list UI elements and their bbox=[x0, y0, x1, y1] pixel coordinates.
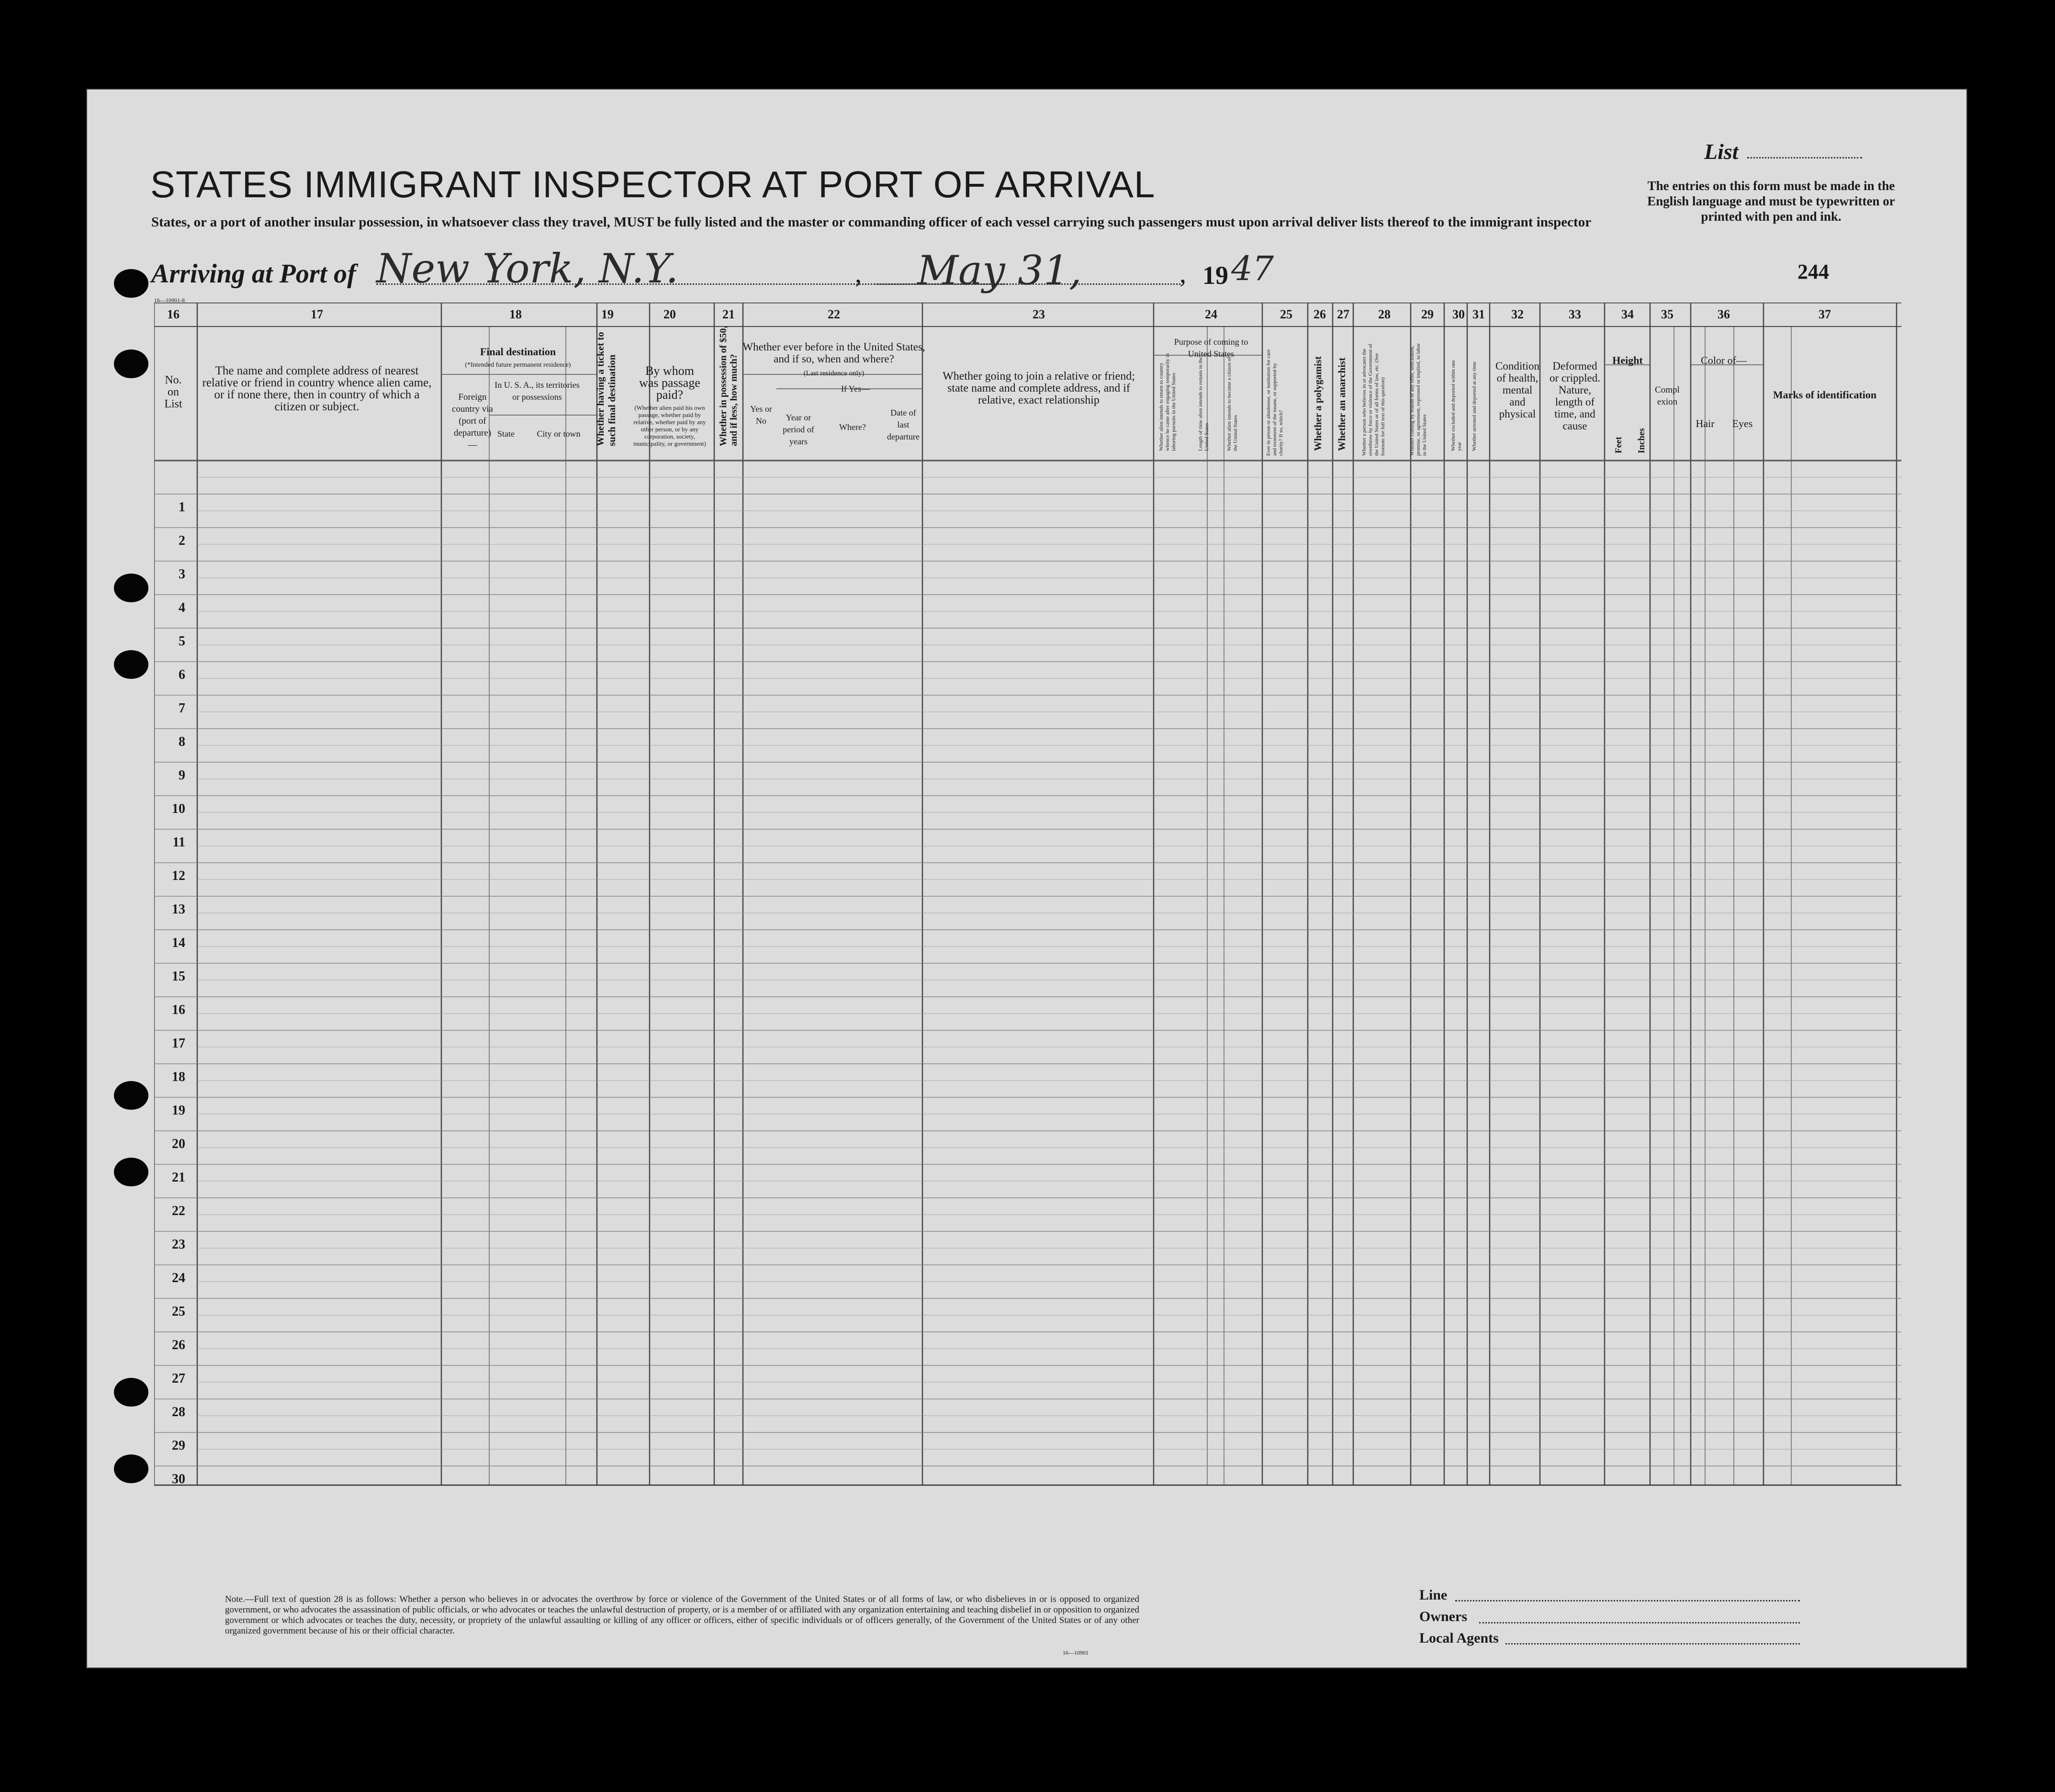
column-number: 25 bbox=[1280, 307, 1292, 321]
column-number: 32 bbox=[1511, 307, 1524, 321]
header-purpose-return: Whether alien intends to return to country whence he came after engaging temporarily in laboring pursuits in the United States bbox=[1158, 353, 1177, 451]
form-instructions: The entries on this form must be made in the English language and must be typewritten or printed with pen and ink. bbox=[1647, 179, 1895, 224]
row-number: 15 bbox=[172, 969, 185, 984]
column-number: 30 bbox=[1452, 307, 1465, 321]
header-ever-before: Whether ever before in the United States, and if so, when and where? bbox=[742, 341, 925, 365]
local-agents-label: Local Agents bbox=[1419, 1630, 1499, 1646]
header-last-residence: (Last residence only) bbox=[803, 370, 865, 377]
local-agents-field[interactable] bbox=[1505, 1643, 1800, 1645]
header-final-destination-sub: (*Intended future permanent residence) bbox=[465, 361, 571, 369]
column-number: 20 bbox=[663, 307, 676, 321]
column-number: 24 bbox=[1205, 307, 1217, 321]
header-join-relative: Whether going to join a relative or friend; state name and complete address, and if relative, exact relationship bbox=[943, 370, 1135, 406]
row-number: 16 bbox=[172, 1003, 185, 1017]
page-number: 244 bbox=[1797, 260, 1829, 283]
binder-hole bbox=[114, 1378, 148, 1407]
row-number: 30 bbox=[172, 1472, 185, 1487]
port-value[interactable]: New York, N.Y. bbox=[376, 245, 679, 292]
list-line bbox=[1747, 157, 1862, 158]
binder-hole bbox=[114, 650, 148, 679]
header-date-last-departure: Date of last departure bbox=[887, 408, 920, 441]
header-deformed: Deformed or crippled. Nature, length of time, and cause bbox=[1549, 360, 1600, 432]
row-number: 28 bbox=[172, 1405, 185, 1420]
header-nearest-relative: The name and complete address of nearest relative or friend in country whence alien came, or if none there, then in country of which a citizen or subject. bbox=[202, 364, 432, 413]
row-number: 18 bbox=[172, 1070, 185, 1084]
row-number: 22 bbox=[172, 1204, 185, 1218]
row-number: 20 bbox=[172, 1137, 185, 1151]
row-number: 9 bbox=[179, 768, 185, 783]
column-number: 35 bbox=[1661, 307, 1673, 321]
column-number: 36 bbox=[1718, 307, 1730, 321]
row-number: 13 bbox=[172, 902, 185, 917]
column-number: 19 bbox=[601, 307, 614, 321]
binder-hole bbox=[114, 574, 148, 602]
intro-text: States, or a port of another insular possession, in whatsoever class they travel, MUST be fully listed and the master or commanding officer of each vessel carrying such passengers must upon arrival deliver lists thereof to the immigrant inspector bbox=[151, 214, 1592, 230]
column-number: 33 bbox=[1569, 307, 1581, 321]
header-in-usa: In U. S. A., its territories or possessions bbox=[494, 380, 580, 402]
row-number: 23 bbox=[172, 1237, 185, 1252]
column-number: 34 bbox=[1621, 307, 1634, 321]
header-yes-or-no: Yes or No bbox=[750, 404, 772, 426]
column-number: 21 bbox=[722, 307, 735, 321]
year-prefix: 19 bbox=[1202, 261, 1228, 290]
row-number: 10 bbox=[172, 801, 185, 816]
table-grid-lines bbox=[154, 303, 1901, 1538]
column-number: 18 bbox=[509, 307, 522, 321]
footnote-question-28: Note.—Full text of question 28 is as follows: Whether a person who believes in or advocates the overthrow by force or violence of the Government of the United States or of all forms of law, or who disbelieves in or is opposed to organized government, or who advocates the assassination of public officials, or who advocates or teaches the unlawful destruction of property, or is a member of or affiliated with any organization entertaining and teaching disbelief in or opposition to organized government or which advocates or teaches the duty, necessity, or propriety of the unlawful assaulting or killing of any officer or officers, either of specific individuals or of officers generally, of the Government of the United States or of any other organized government because of his or their official character. bbox=[225, 1594, 1139, 1636]
header-purpose-length: Length of time alien intends to remain in the United States bbox=[1198, 357, 1210, 451]
header-purpose-citizen: Whether alien intends to become a citizen of the United States bbox=[1226, 357, 1238, 451]
binder-hole bbox=[114, 269, 148, 298]
header-marks-identification: Marks of identification bbox=[1773, 389, 1877, 401]
form-code: 16—10901-8 bbox=[154, 297, 185, 304]
header-city: City or town bbox=[537, 429, 581, 439]
line-label: Line bbox=[1419, 1587, 1448, 1603]
year-value[interactable]: 47 bbox=[1231, 249, 1274, 288]
row-number: 26 bbox=[172, 1338, 185, 1352]
separator-comma: , bbox=[855, 259, 862, 289]
row-number: 12 bbox=[172, 868, 185, 883]
list-label: List bbox=[1704, 139, 1739, 164]
binder-hole bbox=[114, 1454, 148, 1483]
column-number: 28 bbox=[1378, 307, 1391, 321]
header-ticket: Whether having a ticket to such final destination bbox=[595, 332, 618, 446]
line-field[interactable] bbox=[1455, 1600, 1800, 1601]
row-number: 8 bbox=[179, 734, 185, 749]
row-number: 24 bbox=[172, 1271, 185, 1285]
header-eyes: Eyes bbox=[1732, 417, 1753, 429]
header-feet: Feet bbox=[1614, 437, 1624, 453]
header-final-destination: Final destination bbox=[480, 346, 556, 358]
row-number: 11 bbox=[172, 835, 185, 850]
owners-field[interactable] bbox=[1479, 1622, 1800, 1623]
owners-label: Owners bbox=[1419, 1609, 1467, 1624]
date-value[interactable]: May 31, bbox=[917, 247, 1082, 294]
header-inches: Inches bbox=[1637, 428, 1647, 453]
column-number: 37 bbox=[1819, 307, 1831, 321]
header-polygamist: Whether a polygamist bbox=[1312, 356, 1324, 451]
header-if-yes: If Yes— bbox=[841, 384, 870, 394]
port-label: Arriving at Port of bbox=[151, 259, 356, 289]
row-number: 5 bbox=[179, 634, 185, 649]
header-hair: Hair bbox=[1696, 417, 1715, 429]
row-number: 17 bbox=[172, 1036, 185, 1051]
column-number: 23 bbox=[1033, 307, 1045, 321]
arrival-row bbox=[151, 245, 1731, 297]
header-complexion: Complexion bbox=[1655, 385, 1680, 407]
header-color-of: Color of— bbox=[1701, 354, 1747, 366]
column-number: 22 bbox=[828, 307, 840, 321]
binder-hole bbox=[114, 1081, 148, 1110]
header-purpose: Purpose of coming to United States bbox=[1174, 337, 1248, 359]
row-number: 1 bbox=[179, 500, 185, 515]
page-title: STATES IMMIGRANT INSPECTOR AT PORT OF ARRIVAL bbox=[150, 163, 1156, 205]
column-number: 29 bbox=[1421, 307, 1434, 321]
row-number: 25 bbox=[172, 1304, 185, 1319]
header-state: State bbox=[497, 429, 515, 439]
row-number: 14 bbox=[172, 935, 185, 950]
row-number: 3 bbox=[179, 567, 185, 582]
footer-form-code: 16—10901 bbox=[1063, 1649, 1089, 1656]
header-health: Condition of health, mental and physical bbox=[1495, 360, 1539, 420]
column-number: 26 bbox=[1314, 307, 1326, 321]
row-number: 19 bbox=[172, 1103, 185, 1118]
header-labor-offer: Whether coming by reason of any offer, solicitation, promise, or agreement, expressed or implied, to labor in the United States bbox=[1409, 343, 1427, 456]
row-number: 6 bbox=[179, 667, 185, 682]
row-number: 21 bbox=[172, 1170, 185, 1185]
header-overthrow: Whether a person who believes in or advocates the overthrow by force or violence of the Government of the United States or of all forms of law, etc. (See footnote for full text of this question) bbox=[1361, 344, 1386, 456]
binder-hole bbox=[114, 349, 148, 378]
row-number: 27 bbox=[172, 1371, 185, 1386]
row-number: 4 bbox=[179, 600, 185, 615]
header-fifty-dollars: Whether in possession of $50, and if less, how much? bbox=[718, 326, 739, 446]
column-number: 31 bbox=[1472, 307, 1485, 321]
column-number: 27 bbox=[1337, 307, 1349, 321]
separator-comma: , bbox=[1179, 259, 1186, 289]
header-arrested-deported: Whether arrested and deported at any time bbox=[1471, 361, 1477, 451]
column-number: 17 bbox=[311, 307, 323, 321]
header-passage-paid: By whom was passage paid? bbox=[639, 364, 700, 402]
binder-hole bbox=[114, 1158, 148, 1186]
row-number: 7 bbox=[179, 701, 185, 716]
row-number: 2 bbox=[179, 533, 185, 548]
row-number: 29 bbox=[172, 1438, 185, 1453]
date-line bbox=[874, 283, 1180, 285]
header-excluded-deported: Whether excluded and deported within one year bbox=[1450, 360, 1462, 451]
header-height: Height bbox=[1612, 354, 1643, 366]
header-anarchist: Whether an anarchist bbox=[1336, 357, 1348, 451]
header-foreign-country: Foreign country via (port of departure)— bbox=[451, 392, 493, 450]
header-where: Where? bbox=[839, 422, 866, 432]
column-number: 16 bbox=[167, 307, 180, 321]
manifest-table bbox=[154, 303, 1901, 1538]
header-year-period: Year or period of years bbox=[783, 413, 814, 446]
header-no-on-list: No. on List bbox=[164, 374, 182, 410]
header-prison: Ever in prison or almshouse, or institution for care and treatment of the insane, or supported by charity? If so, which? bbox=[1266, 349, 1284, 456]
header-passage-paid-note: (Whether alien paid his own passage, whether paid by relative, whether paid by any other person, or by any corporation, society, municipality, or government) bbox=[633, 404, 706, 447]
